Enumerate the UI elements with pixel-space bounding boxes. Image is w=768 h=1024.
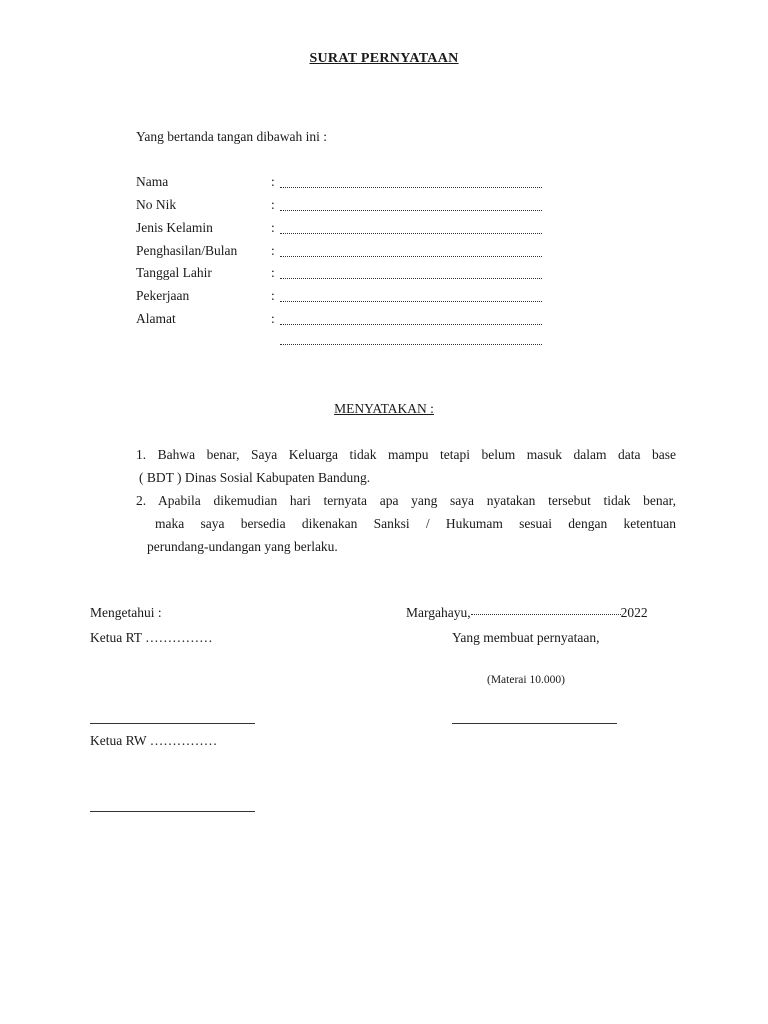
rt-signature-line[interactable]: [90, 723, 255, 724]
maker-label: Yang membuat pernyataan,: [452, 630, 600, 645]
field-colon: :: [271, 243, 275, 258]
field-colon: :: [271, 197, 275, 212]
acknowledged-label: Mengetahui :: [90, 605, 162, 620]
fill-in-line[interactable]: [280, 278, 542, 279]
field-colon: :: [271, 288, 275, 303]
document-title: SURAT PERNYATAAN: [309, 51, 459, 66]
field-colon: :: [271, 220, 275, 235]
rt-label: Ketua RT ……………: [90, 630, 213, 645]
rw-label: Ketua RW ……………: [90, 733, 218, 748]
fill-in-line-alamat-continued[interactable]: [280, 344, 542, 345]
field-label: Jenis Kelamin: [136, 220, 213, 235]
fill-in-line[interactable]: [280, 187, 542, 188]
stamp-placeholder: (Materai 10.000): [487, 674, 565, 686]
item-line: perundang-undangan yang berlaku.: [147, 539, 338, 554]
item-line: ( BDT ) Dinas Sosial Kabupaten Bandung.: [139, 470, 371, 485]
field-colon: :: [271, 174, 275, 189]
fill-in-line[interactable]: [280, 256, 542, 257]
year-label: 2022: [620, 605, 648, 620]
field-label: Pekerjaan: [136, 288, 190, 303]
field-label: Tanggal Lahir: [136, 265, 212, 280]
field-label: Nama: [136, 174, 169, 189]
date-fill-in-line[interactable]: [471, 614, 621, 615]
item-line: maka saya bersedia dikenakan Sanksi / Hukumam sesuai dengan ketentuan: [155, 516, 676, 531]
field-colon: :: [271, 265, 275, 280]
fill-in-line[interactable]: [280, 324, 542, 325]
declaration-item-1: [136, 443, 676, 489]
place-label: Margahayu,: [406, 605, 471, 620]
field-label: No Nik: [136, 197, 177, 212]
rw-signature-line[interactable]: [90, 811, 255, 812]
declaration-title: MENYATAKAN :: [334, 401, 434, 416]
fill-in-line[interactable]: [280, 210, 542, 211]
maker-signature-line[interactable]: [452, 723, 617, 724]
declaration-item-2: [136, 489, 676, 558]
item-line: 1. Bahwa benar, Saya Keluarga tidak mampu tetapi belum masuk dalam data base: [136, 447, 676, 462]
intro-text: Yang bertanda tangan dibawah ini :: [136, 129, 327, 144]
field-label: Penghasilan/Bulan: [136, 243, 238, 258]
place-date-line: [406, 605, 648, 621]
field-label: Alamat: [136, 311, 176, 326]
fill-in-line[interactable]: [280, 233, 542, 234]
field-colon: :: [271, 311, 275, 326]
item-line: 2. Apabila dikemudian hari ternyata apa yang saya nyatakan tersebut tidak benar,: [136, 493, 676, 508]
fill-in-line[interactable]: [280, 301, 542, 302]
